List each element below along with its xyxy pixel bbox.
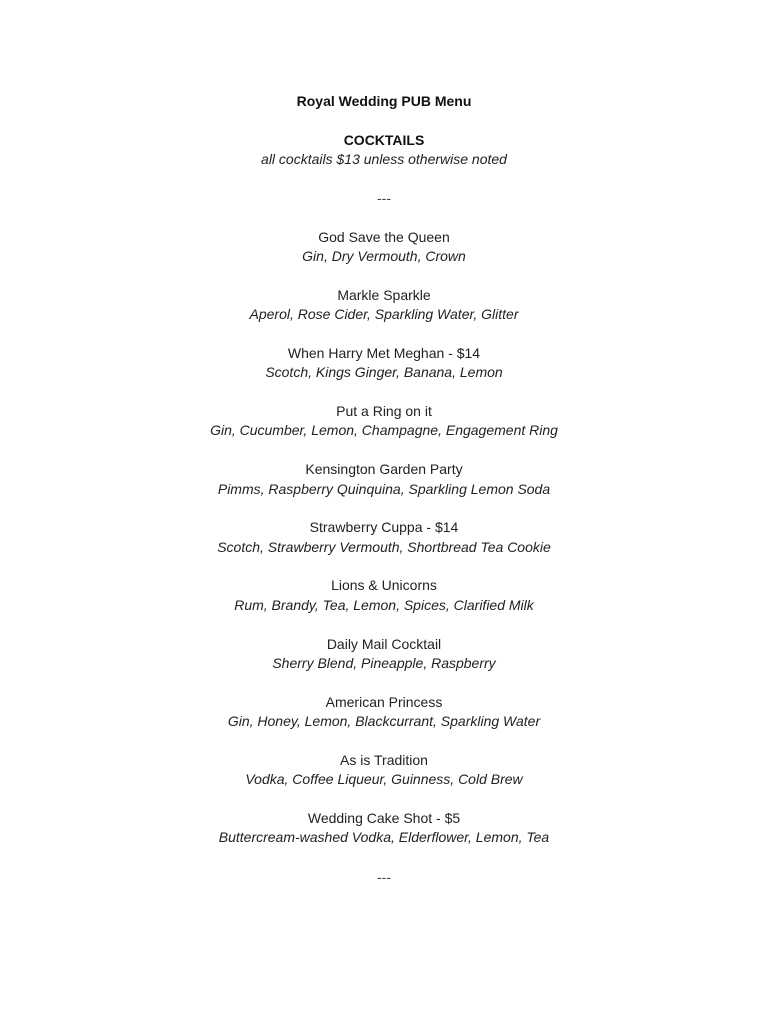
- cocktail-name: Markle Sparkle: [337, 287, 431, 303]
- cocktail-ingredients: Rum, Brandy, Tea, Lemon, Spices, Clarified Milk: [234, 597, 534, 613]
- cocktail-ingredients: Gin, Dry Vermouth, Crown: [302, 248, 466, 264]
- cocktail-ingredients: Gin, Honey, Lemon, Blackcurrant, Sparkling Water: [227, 713, 541, 729]
- cocktail-ingredients: Pimms, Raspberry Quinquina, Sparkling Lemon Soda: [217, 481, 551, 497]
- cocktail-name: Strawberry Cuppa - $14: [309, 519, 459, 535]
- cocktail-name: Daily Mail Cocktail: [326, 636, 442, 652]
- separator-bottom: ---: [377, 869, 391, 885]
- cocktail-ingredients: Aperol, Rose Cider, Sparkling Water, Glitter: [249, 306, 519, 322]
- cocktail-ingredients: Vodka, Coffee Liqueur, Guinness, Cold Brew: [245, 771, 523, 787]
- cocktail-name: When Harry Met Meghan - $14: [287, 345, 481, 361]
- cocktail-ingredients: Scotch, Kings Ginger, Banana, Lemon: [265, 364, 503, 380]
- section-heading: COCKTAILS: [343, 132, 425, 148]
- cocktail-name: Put a Ring on it: [336, 403, 432, 419]
- cocktail-name: American Princess: [325, 694, 443, 710]
- section-note: all cocktails $13 unless otherwise noted: [261, 151, 507, 167]
- cocktail-name: As is Tradition: [340, 752, 428, 768]
- cocktail-name: Wedding Cake Shot - $5: [307, 810, 461, 826]
- cocktail-ingredients: Scotch, Strawberry Vermouth, Shortbread Tea Cookie: [217, 539, 551, 555]
- separator-top: ---: [377, 190, 391, 206]
- cocktail-name: God Save the Queen: [318, 229, 450, 245]
- cocktail-ingredients: Buttercream-washed Vodka, Elderflower, Lemon, Tea: [218, 829, 550, 845]
- menu-title: Royal Wedding PUB Menu: [296, 93, 472, 109]
- cocktail-name: Kensington Garden Party: [305, 461, 463, 477]
- cocktail-name: Lions & Unicorns: [331, 577, 437, 593]
- cocktail-ingredients: Sherry Blend, Pineapple, Raspberry: [272, 655, 496, 671]
- cocktail-ingredients: Gin, Cucumber, Lemon, Champagne, Engagement Ring: [210, 422, 558, 438]
